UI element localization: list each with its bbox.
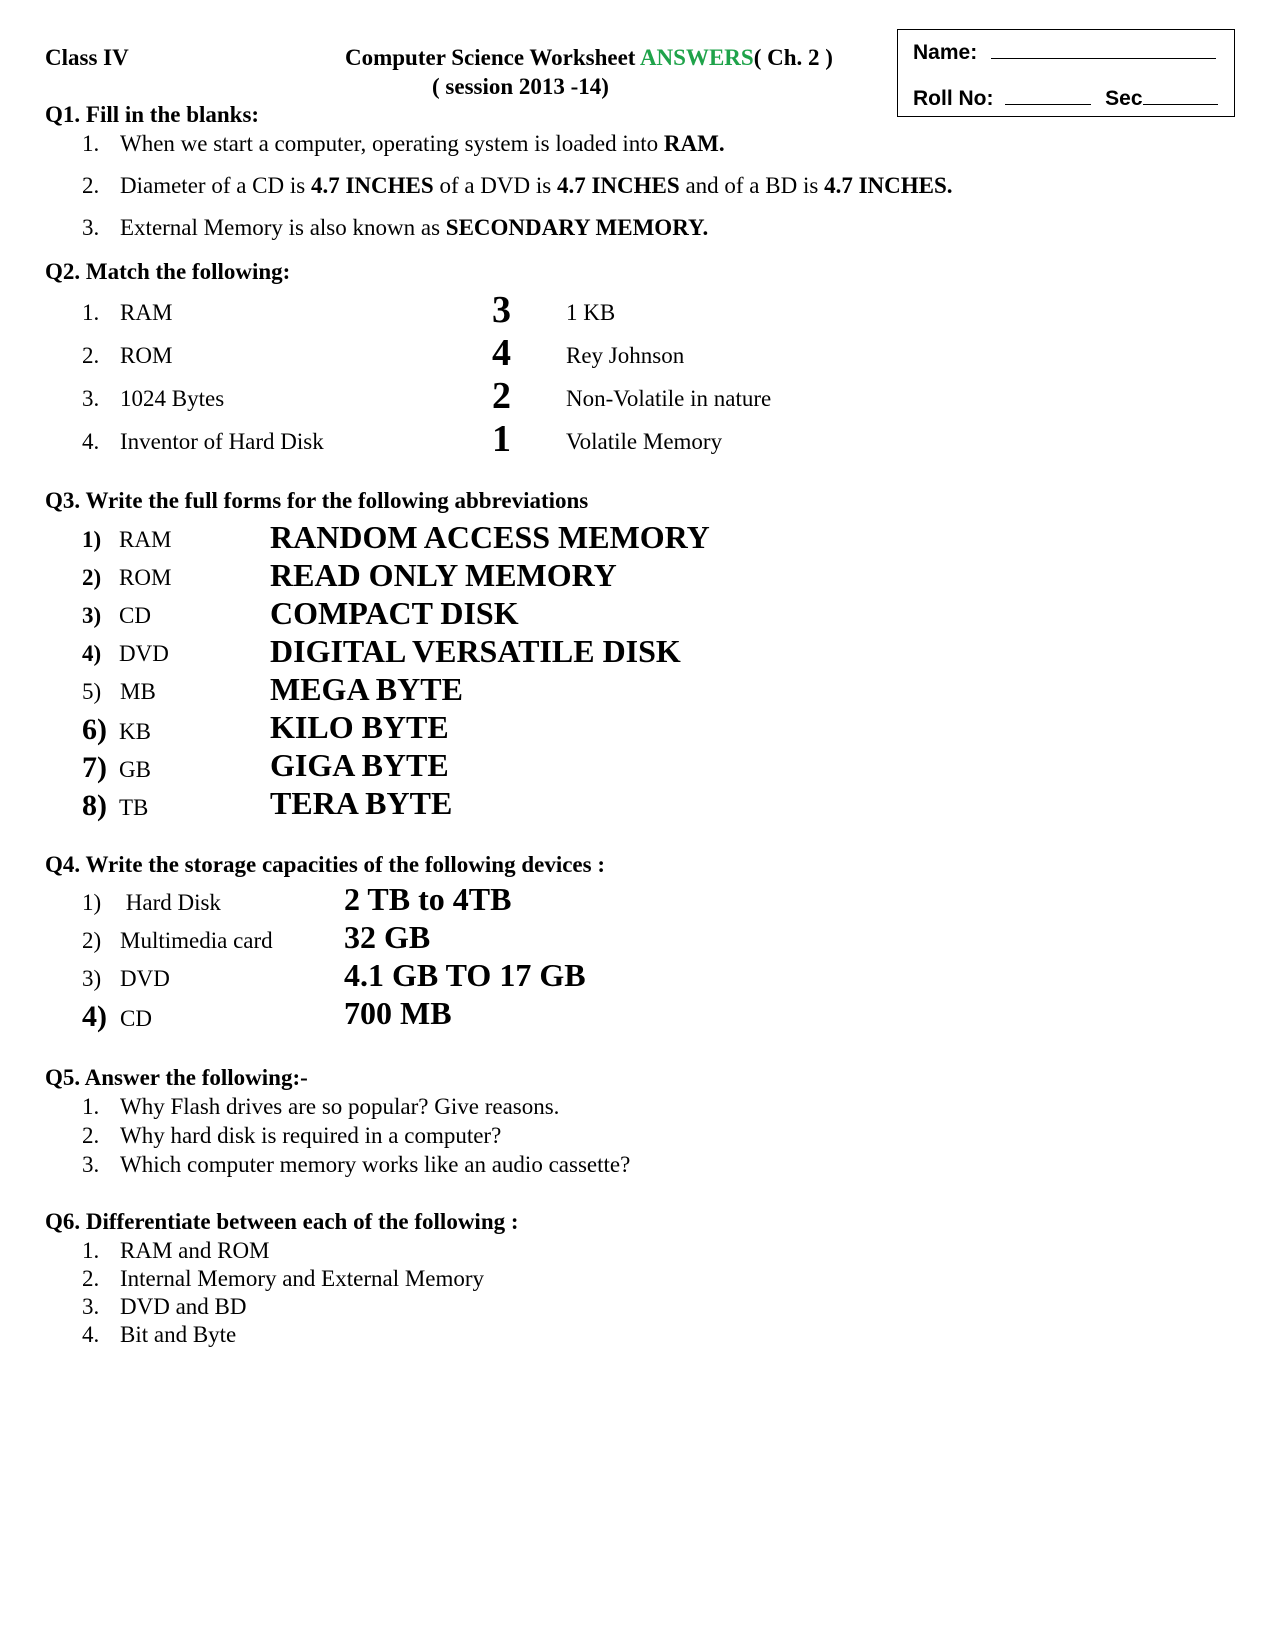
q4-row-number: 2) [82, 928, 102, 953]
q5-item-text: Why hard disk is required in a computer? [120, 1123, 502, 1148]
q1-item-text: When we start a computer, operating system is loaded into [120, 131, 664, 156]
q3-abbreviation: DVD [119, 641, 169, 666]
title-prefix: Computer Science Worksheet [345, 45, 640, 70]
q1-item-text: External Memory is also known as [120, 215, 446, 240]
name-field[interactable] [991, 40, 1216, 59]
q6-item-number: 3. [82, 1294, 100, 1319]
q5-item-2 [82, 1123, 501, 1149]
q3-row-5-abbr [82, 679, 156, 705]
q6-item-1 [82, 1238, 270, 1264]
q3-heading: Q3. Write the full forms for the following abbreviations [45, 488, 589, 513]
session-label: ( session 2013 -14) [432, 74, 609, 99]
q6-heading: Q6. Differentiate between each of the following : [45, 1209, 519, 1234]
q3-row-number: 1) [82, 527, 102, 552]
q5-item-number: 1. [82, 1094, 100, 1119]
q5-heading: Q5. Answer the following:- [45, 1065, 308, 1090]
name-box [897, 29, 1235, 117]
q1-item-2 [82, 173, 953, 199]
sec-label: Sec [1105, 87, 1143, 110]
q4-row-4-device [82, 1000, 152, 1034]
q5-item-text: Which computer memory works like an audio cassette? [120, 1152, 631, 1177]
q3-abbreviation: ROM [119, 565, 172, 590]
q3-row-number: 7) [82, 751, 107, 784]
q2-row-4-answer: 1 [492, 418, 511, 460]
q2-heading: Q2. Match the following: [45, 259, 291, 284]
q2-left-term: ROM [120, 343, 173, 368]
name-row [913, 40, 1216, 65]
q3-row-2-abbr [82, 565, 171, 591]
q3-row-number: 8) [82, 789, 107, 822]
q6-item-text: RAM and ROM [120, 1238, 270, 1263]
worksheet-title [345, 45, 833, 71]
q3-row-1-abbr [82, 527, 171, 553]
class-label: Class IV [45, 45, 129, 70]
q1-answer: 4.7 INCHES [556, 173, 680, 198]
q4-heading: Q4. Write the storage capacities of the following devices : [45, 852, 605, 877]
q4-device: CD [120, 1006, 152, 1031]
q3-row-8-full: TERA BYTE [270, 785, 453, 821]
q6-item-4 [82, 1322, 236, 1348]
q2-row-2-right: Rey Johnson [566, 343, 685, 368]
q2-left-term: RAM [120, 300, 173, 325]
q6-item-number: 2. [82, 1266, 100, 1291]
q3-abbreviation: CD [119, 603, 151, 628]
q4-device: DVD [120, 966, 170, 991]
q6-item-text: DVD and BD [120, 1294, 247, 1319]
q3-abbreviation: TB [119, 795, 149, 820]
q4-row-2-device [82, 928, 273, 954]
q4-row-1-capacity: 2 TB to 4TB [344, 881, 512, 917]
q6-item-text: Bit and Byte [120, 1322, 237, 1347]
q6-item-number: 4. [82, 1322, 100, 1347]
q3-row-4-full: DIGITAL VERSATILE DISK [270, 633, 681, 669]
q2-row-number: 3. [82, 386, 100, 411]
name-label: Name: [913, 41, 978, 64]
q2-row-4-right: Volatile Memory [566, 429, 723, 454]
q2-row-4-left [82, 429, 324, 455]
q2-row-1-left [82, 300, 172, 326]
q4-device: Multimedia card [120, 928, 273, 953]
q5-item-3 [82, 1152, 630, 1178]
q3-row-3-full: COMPACT DISK [270, 595, 519, 631]
q4-device: Hard Disk [120, 890, 221, 915]
q3-abbreviation: KB [119, 719, 151, 744]
q3-row-1-full: RANDOM ACCESS MEMORY [270, 519, 710, 555]
q2-row-2-answer: 4 [492, 332, 511, 374]
q2-left-term: Inventor of Hard Disk [120, 429, 324, 454]
sec-field[interactable] [1143, 86, 1218, 105]
q4-row-number: 3) [82, 966, 102, 991]
q3-row-number: 5) [82, 679, 102, 704]
roll-label: Roll No: [913, 87, 994, 110]
q1-item-number: 3. [82, 215, 100, 240]
q2-row-number: 1. [82, 300, 100, 325]
q6-item-text: Internal Memory and External Memory [120, 1266, 485, 1291]
q2-row-number: 4. [82, 429, 100, 454]
q4-row-3-capacity: 4.1 GB TO 17 GB [344, 957, 586, 993]
q3-row-2-full: READ ONLY MEMORY [270, 557, 617, 593]
q4-row-3-device [82, 966, 170, 992]
q3-row-7-full: GIGA BYTE [270, 747, 449, 783]
q2-left-term: 1024 Bytes [120, 386, 225, 411]
q2-row-number: 2. [82, 343, 100, 368]
q3-row-number: 2) [82, 565, 102, 590]
title-answers: ANSWERS [639, 45, 754, 70]
q4-row-1-device [82, 890, 221, 916]
q3-abbreviation: MB [120, 679, 156, 704]
q4-row-number: 1) [82, 890, 102, 915]
q3-abbreviation: RAM [119, 527, 172, 552]
q3-row-number: 6) [82, 713, 107, 746]
q1-item-number: 1. [82, 131, 100, 156]
q6-item-number: 1. [82, 1238, 100, 1263]
q1-answer: RAM. [663, 131, 725, 156]
q4-row-4-capacity: 700 MB [344, 995, 452, 1031]
q3-row-4-abbr [82, 641, 169, 667]
q1-answer: SECONDARY MEMORY. [445, 215, 709, 240]
q1-heading: Q1. Fill in the blanks: [45, 102, 260, 127]
roll-row [913, 86, 1218, 111]
roll-field[interactable] [1005, 86, 1091, 105]
q3-row-6-abbr [82, 713, 151, 747]
q3-row-8-abbr [82, 789, 148, 823]
q3-row-number: 3) [82, 603, 102, 628]
q5-item-number: 3. [82, 1152, 100, 1177]
q2-row-1-right: 1 KB [566, 300, 616, 325]
q3-row-6-full: KILO BYTE [270, 709, 449, 745]
q3-row-3-abbr [82, 603, 151, 629]
q4-row-number: 4) [82, 1000, 107, 1033]
q2-row-1-answer: 3 [492, 289, 511, 331]
q2-row-3-answer: 2 [492, 375, 511, 417]
q1-item-text: of a DVD is [433, 173, 557, 198]
q2-row-2-left [82, 343, 172, 369]
q1-answer: 4.7 INCHES [310, 173, 434, 198]
q1-item-text: and of a BD is [679, 173, 825, 198]
q5-item-number: 2. [82, 1123, 100, 1148]
q1-item-number: 2. [82, 173, 100, 198]
q3-row-7-abbr [82, 751, 151, 785]
q5-item-text: Why Flash drives are so popular? Give reasons. [120, 1094, 560, 1119]
q2-row-3-right: Non-Volatile in nature [566, 386, 772, 411]
q1-item-3 [82, 215, 708, 241]
q3-abbreviation: GB [119, 757, 151, 782]
q1-item-text: Diameter of a CD is [120, 173, 311, 198]
q5-item-1 [82, 1094, 559, 1120]
q1-item-1 [82, 131, 725, 157]
q2-row-3-left [82, 386, 224, 412]
title-suffix: ( Ch. 2 ) [753, 45, 833, 70]
q4-row-2-capacity: 32 GB [344, 919, 431, 955]
q6-item-3 [82, 1294, 247, 1320]
q6-item-2 [82, 1266, 484, 1292]
q3-row-number: 4) [82, 641, 102, 666]
q1-answer: 4.7 INCHES. [824, 173, 953, 198]
q3-row-5-full: MEGA BYTE [270, 671, 463, 707]
